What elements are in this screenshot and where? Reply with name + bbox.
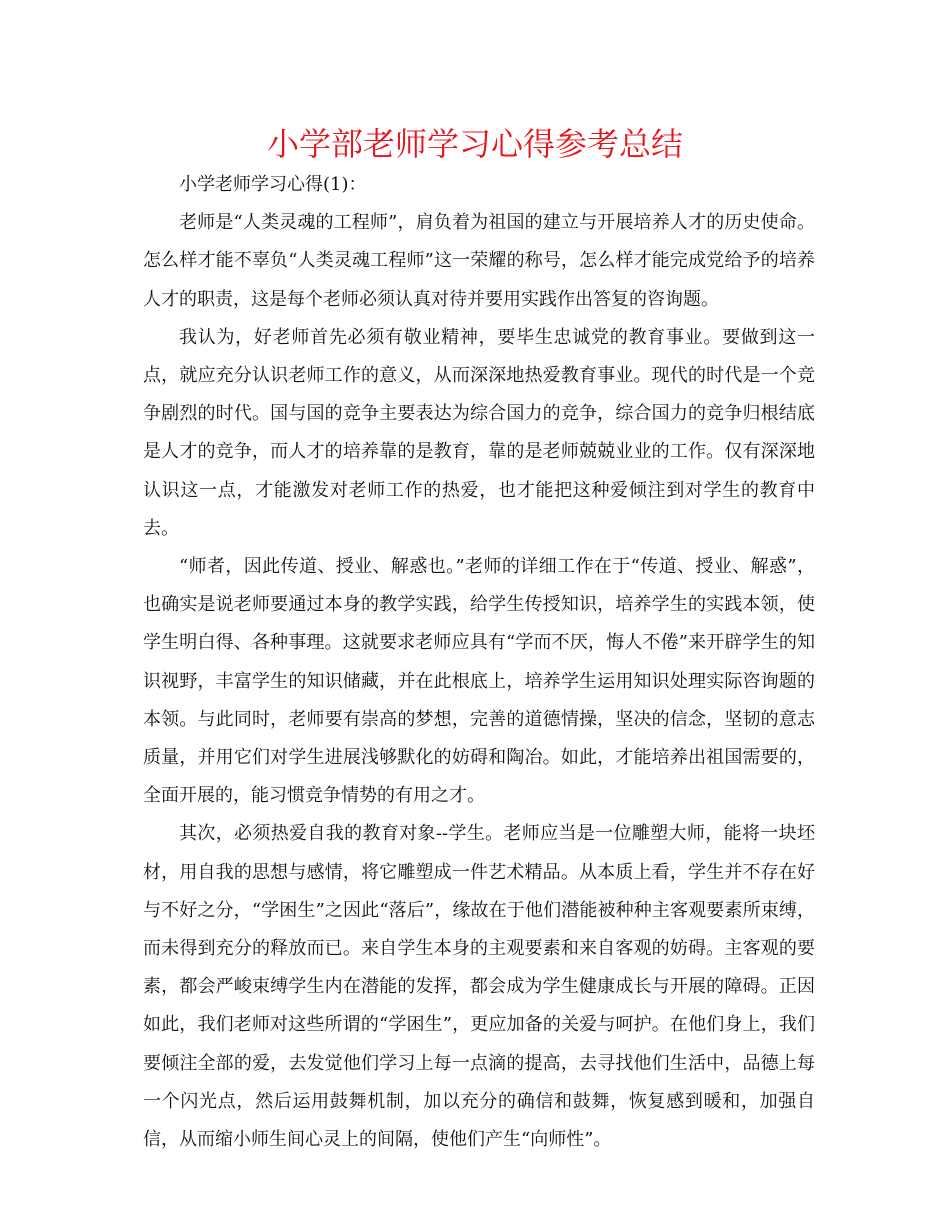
paragraph: 老师是“人类灵魂的工程师”，肩负着为祖国的建立与开展培养人才的历史使命。怎么样才能不辜负“人类灵魂工程师”这一荣耀的称号，怎么样才能完成党给予的培养人才的职责，这是每个老师必须认真对待并要用实践作出答复的咨询题。 — [143, 212, 815, 310]
paragraph: 其次，必须热爱自我的教育对象--学生。老师应当是一位雕塑大师，能将一块坯材，用自我的思想与感情，将它雕塑成一件艺术精品。从本质上看，学生并不存在好与不好之分，“学困生”之因此“落后”，缘故在于他们潜能被种种主客观要素所束缚，而未得到充分的释放而已。来自学生本身的主观要素和来自客观的妨碍。主客观的要素，都会严峻束缚学生内在潜能的发挥，都会成为学生健康成长与开展的障碍。正因如此，我们老师对这些所谓的“学困生”，更应加备的关爱与呵护。在他们身上，我们要倾注全部的爱，去发觉他们学习上每一点滴的提高，去寻找他们生活中，品德上每一个闪光点，然后运用鼓舞机制，加以充分的确信和鼓舞，恢复感到暖和，加强自信，从而缩小师生间心灵上的间隔，使他们产生“向师性”。 — [143, 823, 815, 1151]
paragraph: “师者，因此传道、授业、解惑也。”老师的详细工作在于“传道、授业、解惑”，也确实是说老师要通过本身的教学实践，给学生传授知识，培养学生的实践本领，使学生明白得、各种事理。这就要求老师应具有“学而不厌，悔人不倦”来开辟学生的知识视野，丰富学生的知识储藏，并在此根底上，培养学生运用知识处理实际咨询题的本领。与此同时，老师要有崇高的梦想，完善的道德情操，坚决的信念，坚韧的意志质量，并用它们对学生进展浅够默化的妨碍和陶冶。如此，才能培养出祖国需要的，全面开展的，能习惯竞争情势的有用之才。 — [143, 556, 815, 807]
paragraph: 我认为，好老师首先必须有敬业精神，要毕生忠诚党的教育事业。要做到这一点，就应充分认识老师工作的意义，从而深深地热爱教育事业。现代的时代是一个竞争剧烈的时代。国与国的竞争主要表达为综合国力的竞争，综合国力的竞争归根结底是人才的竞争，而人才的培养靠的是教育，靠的是老师兢兢业业的工作。仅有深深地认识这一点，才能激发对老师工作的热爱，也才能把这种爱倾注到对学生的教育中去。 — [143, 326, 815, 539]
document-body — [143, 166, 815, 1159]
section-heading: 小学老师学习心得(1)： — [179, 174, 367, 195]
document-title: 小学部老师学习心得参考总结 — [266, 125, 683, 163]
